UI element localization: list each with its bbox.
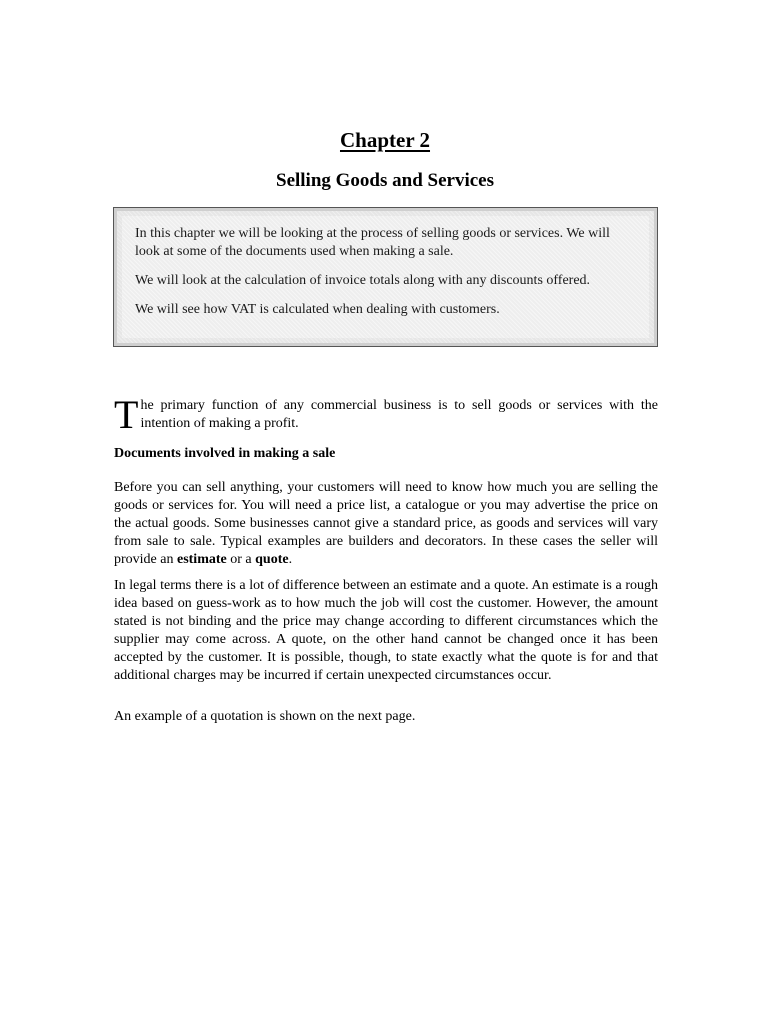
pricing-connector: or a xyxy=(226,552,256,567)
body-paragraph-next-page: An example of a quotation is shown on the next page. xyxy=(114,709,416,724)
pricing-text: Before you can sell anything, your customers will need to know how much you are selling the goods or services for. You will need a price list, a catalogue or you may advertise the price on the actual goods. Some businesses cannot give a standard price, as goods and services will vary from sale to sale. Typical examples are builders and decorators. In these cases the seller will provide an xyxy=(114,480,658,567)
intro-paragraph: We will look at the calculation of invoice totals along with any discounts offered. xyxy=(135,273,591,288)
drop-cap: T xyxy=(114,392,139,437)
opening-text: he primary function of any commercial business is to sell goods or services with the intention of making a profit. xyxy=(140,398,658,431)
intro-paragraph: We will see how VAT is calculated when dealing with customers. xyxy=(135,302,500,317)
chapter-title: Chapter 2 xyxy=(339,128,431,152)
chapter-intro-box xyxy=(113,207,658,347)
opening-paragraph xyxy=(114,392,658,437)
body-paragraph-estimate-vs-quote: In legal terms there is a lot of difference between an estimate and a quote. An estimate is a rough idea based on guess-work as to how much the job will cost the customer. However, the amount stated is not binding and the price may change according to different circumstances which the supplier may come across. A quote, on the other hand cannot be changed once it has been accepted by the customer. It is possible, though, to state exactly what the quote is for and that additional charges may be incurred if certain unexpected circumstances occur. xyxy=(114,578,658,683)
chapter-intro-inner xyxy=(122,216,649,338)
body-paragraph-pricing xyxy=(114,479,658,569)
section-heading: Documents involved in making a sale xyxy=(114,446,336,461)
pricing-end: . xyxy=(288,552,293,567)
term-estimate: estimate xyxy=(176,552,227,567)
intro-paragraph: In this chapter we will be looking at the process of selling goods or services. We will look at some of the documents used when making a sale. xyxy=(135,226,610,259)
term-quote: quote xyxy=(255,552,289,567)
chapter-subtitle: Selling Goods and Services xyxy=(276,170,494,191)
